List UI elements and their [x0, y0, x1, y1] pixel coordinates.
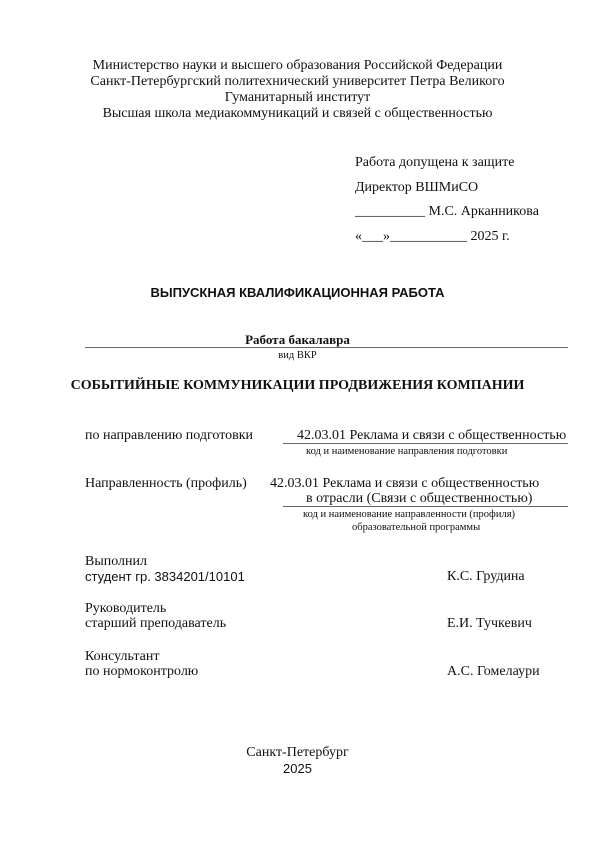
- university-line: Санкт-Петербургский политехнический университет Петра Великого: [90, 74, 505, 89]
- consultant-name: А.С. Гомелаури: [447, 664, 540, 679]
- consultant-position: по нормоконтролю: [85, 664, 199, 679]
- profile-label: Направленность (профиль): [85, 476, 247, 491]
- footer-year: 2025: [283, 761, 312, 776]
- approval-admitted: Работа допущена к защите: [355, 155, 515, 170]
- approval-date: «___»___________ 2025 г.: [355, 229, 510, 244]
- author-role: Выполнил: [85, 554, 148, 569]
- profile-value-line1: 42.03.01 Реклама и связи с общественностью: [270, 476, 540, 491]
- approval-signature: __________ М.С. Арканникова: [355, 204, 539, 219]
- thesis-topic: СОБЫТИЙНЫЕ КОММУНИКАЦИИ ПРОДВИЖЕНИЯ КОМПАНИИ: [70, 378, 525, 393]
- direction-label: по направлению подготовки: [85, 428, 254, 443]
- approval-director: Директор ВШМиСО: [355, 180, 479, 195]
- work-kind-caption: вид ВКР: [278, 350, 317, 361]
- supervisor-position: старший преподаватель: [85, 616, 227, 631]
- profile-value-line2: в отрасли (Связи с общественностью): [306, 491, 533, 506]
- document-type: ВЫПУСКНАЯ КВАЛИФИКАЦИОННАЯ РАБОТА: [150, 285, 445, 300]
- school-line: Высшая школа медиакоммуникаций и связей с общественностью: [102, 106, 493, 121]
- direction-underline: [283, 443, 568, 444]
- profile-caption-line2: образовательной программы: [352, 522, 481, 533]
- direction-caption: код и наименование направления подготовки: [306, 446, 508, 457]
- institute-line: Гуманитарный институт: [224, 90, 371, 105]
- profile-caption-line1: код и наименование направленности (профиля): [303, 509, 516, 520]
- consultant-role: Консультант: [85, 649, 160, 664]
- profile-underline: [283, 506, 568, 507]
- work-kind-value: Работа бакалавра: [245, 332, 350, 347]
- footer-city: Санкт-Петербург: [246, 745, 349, 760]
- author-group: студент гр. 3834201/10101: [85, 569, 245, 584]
- author-name: К.С. Грудина: [447, 569, 525, 584]
- supervisor-role: Руководитель: [85, 601, 167, 616]
- work-kind-underline: [85, 347, 568, 348]
- supervisor-name: Е.И. Тучкевич: [447, 616, 532, 631]
- direction-value: 42.03.01 Реклама и связи с общественностью: [297, 428, 567, 443]
- ministry-line: Министерство науки и высшего образования Российской Федерации: [92, 58, 503, 73]
